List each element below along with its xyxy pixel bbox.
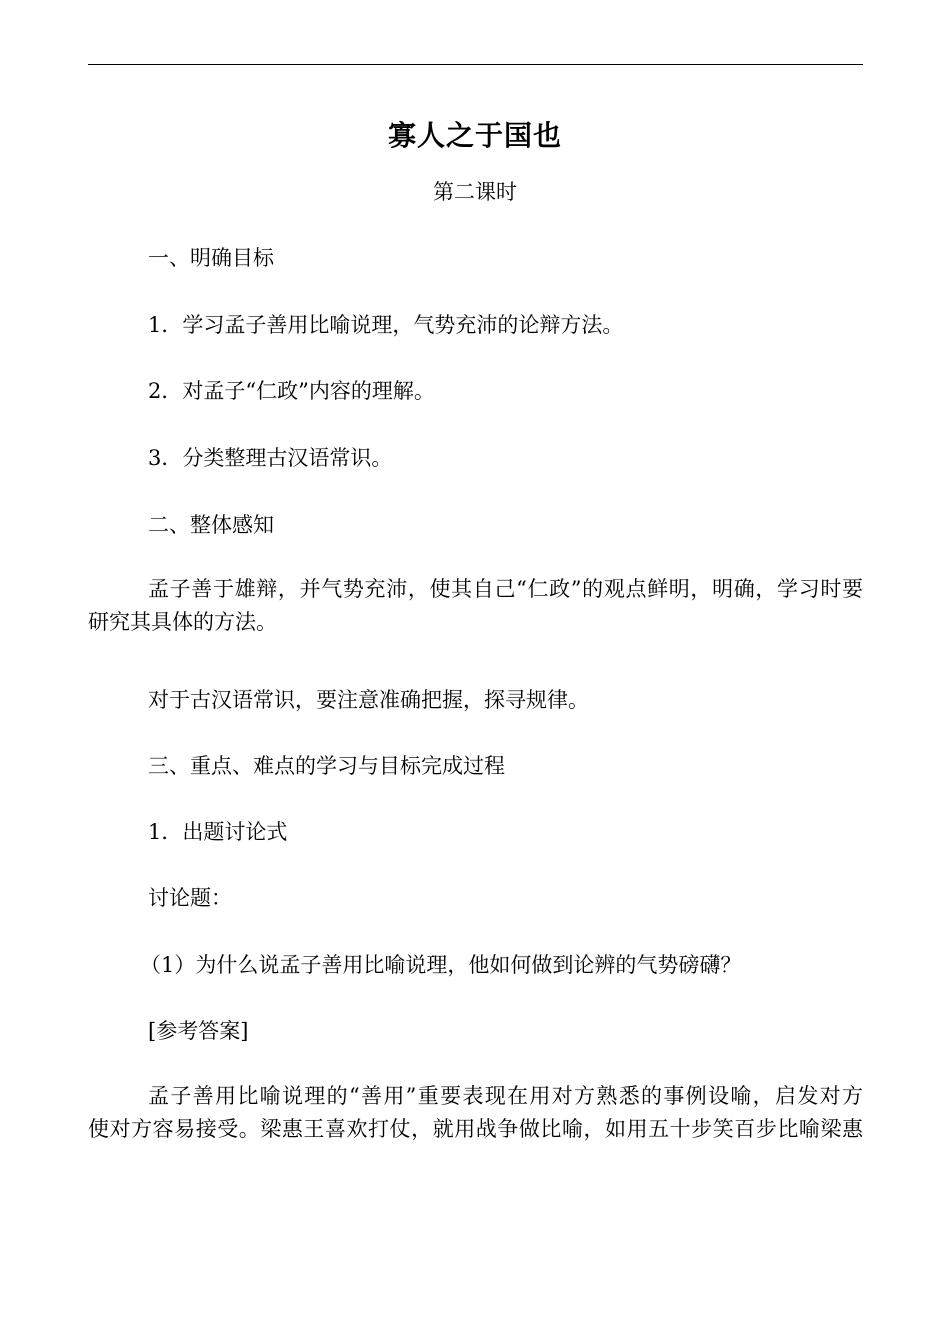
reference-answer-label: [参考答案] (148, 1019, 249, 1043)
overview-line-1: 孟子善于雄辩，并气势充沛，使其自己“仁政”的观点鲜明，明确，学习时要 (148, 577, 863, 601)
discussion-question-1: （1）为什么说孟子善用比喻说理，他如何做到论辨的气势磅礴？ (140, 953, 742, 977)
discussion-label: 讨论题： (148, 886, 232, 910)
section-heading-2: 二、整体感知 (148, 513, 274, 537)
answer-line-1: 孟子善用比喻说理的“善用”重要表现在用对方熟悉的事例设喻，启发对方 (148, 1084, 863, 1108)
section-heading-3: 三、重点、难点的学习与目标完成过程 (148, 754, 505, 778)
answer-paragraph (88, 1080, 863, 1145)
header-rule (88, 64, 863, 65)
goal-item-3: 3．分类整理古汉语常识。 (148, 446, 393, 470)
overview-paragraph (88, 573, 863, 638)
goal-item-1: 1．学习孟子善用比喻说理，气势充沛的论辩方法。 (148, 313, 624, 337)
document-subtitle: 第二课时 (433, 180, 517, 204)
grammar-note: 对于古汉语常识，要注意准确把握，探寻规律。 (148, 688, 589, 712)
overview-line-2: 研究其具体的方法。 (88, 610, 277, 634)
document-title: 寡人之于国也 (387, 119, 562, 152)
method-heading: 1．出题讨论式 (148, 820, 288, 844)
answer-line-2: 使对方容易接受。梁惠王喜欢打仗，就用战争做比喻，如用五十步笑百步比喻梁惠 (88, 1117, 863, 1141)
goal-item-2: 2．对孟子“仁政”内容的理解。 (148, 379, 435, 403)
section-heading-1: 一、明确目标 (148, 246, 274, 270)
